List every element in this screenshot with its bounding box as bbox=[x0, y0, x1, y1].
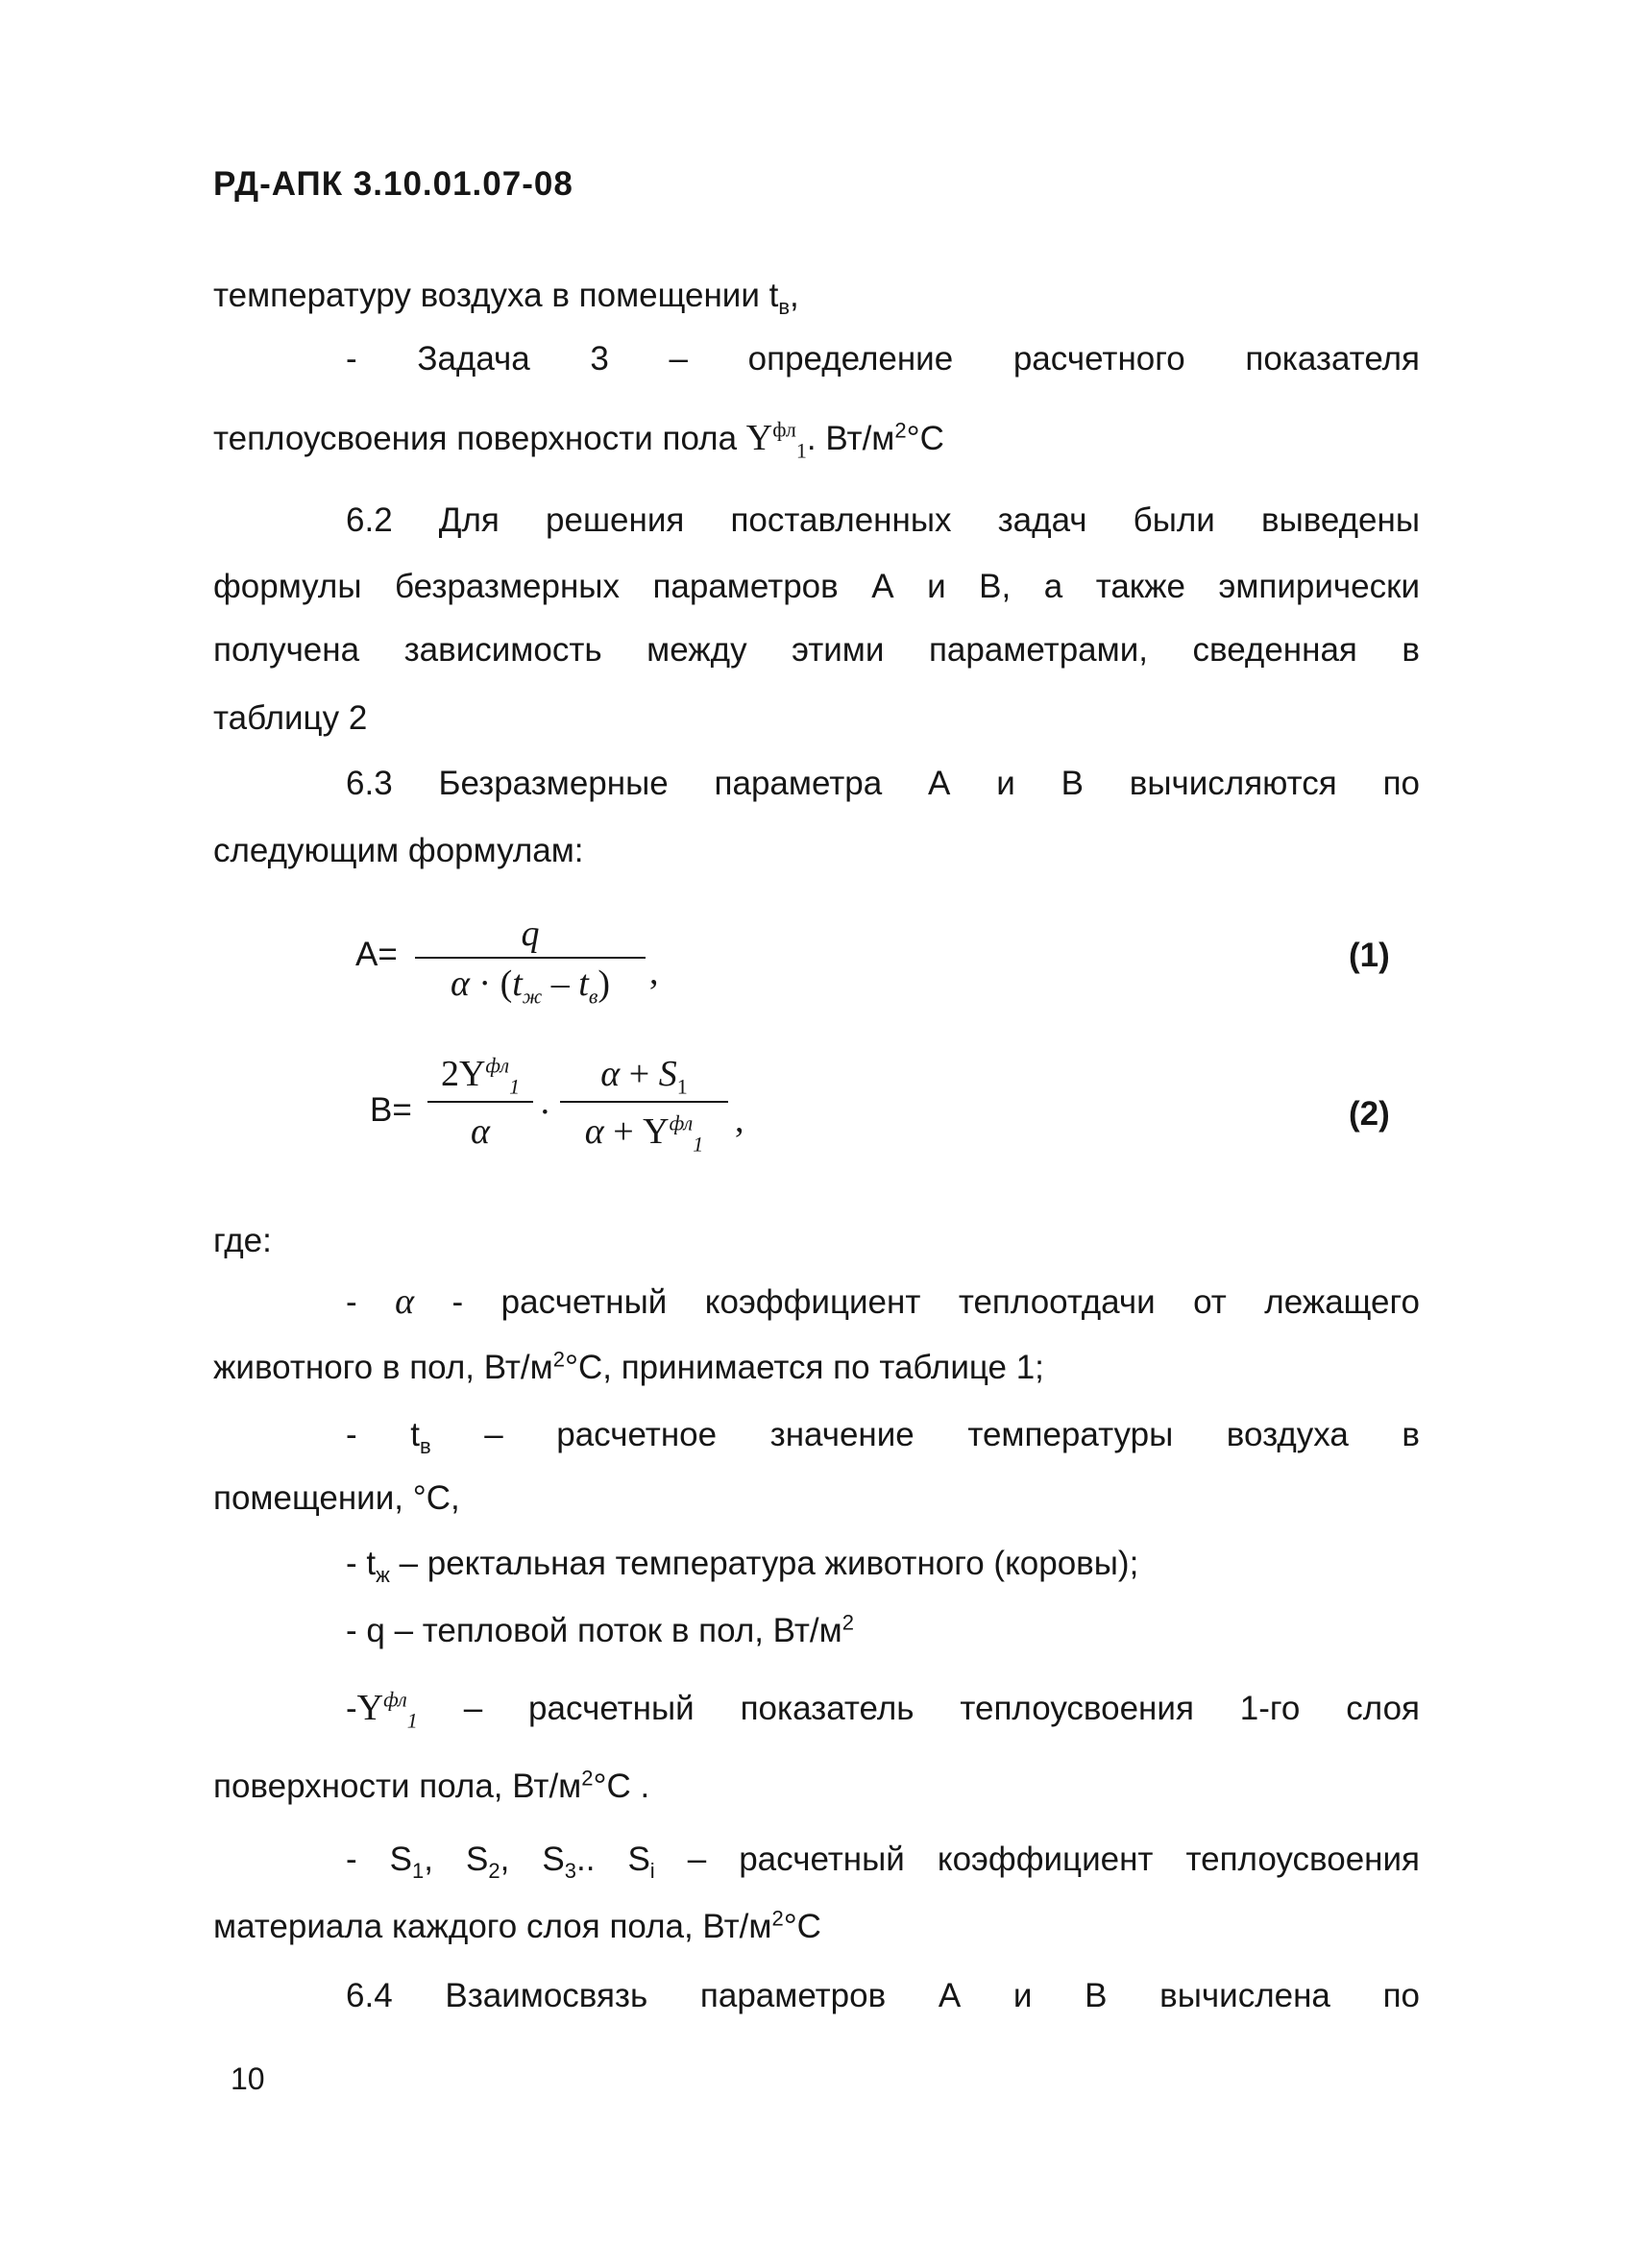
paragraph-line: 6.2 Для решения поставленных задач были выведены bbox=[346, 501, 1420, 539]
definition-line: животного в пол, $Вт/м^2^\circ С$, принимается по таблице 1; bbox=[213, 1347, 1044, 1386]
where-label: где: bbox=[213, 1222, 272, 1259]
text: теплоусвоения поверхности пола bbox=[213, 420, 738, 457]
paragraph-line bbox=[213, 275, 1420, 317]
definition-line: - q – тепловой поток в пол, $Вт/м^2$ bbox=[346, 1610, 854, 1649]
definition-line: - $t_ж$ – ректальная температура животного (коровы); bbox=[346, 1545, 1139, 1587]
alpha-symbol: α bbox=[395, 1281, 415, 1322]
equation-number-2: (2) bbox=[1349, 1095, 1390, 1133]
document-code-header: РД-АПК 3.10.01.07-08 bbox=[213, 165, 573, 203]
paragraph-line: формулы безразмерных параметров А и В, а также эмпирически bbox=[213, 568, 1420, 605]
formula-lhs: В= bbox=[370, 1091, 412, 1129]
paragraph-line: следующим формулам: bbox=[213, 832, 584, 869]
unit-text: . Вт/м bbox=[806, 420, 895, 457]
definition-line: - $S_1$, $S_2$, $S_3$.. $S_i$ – расчетный коэффициент теплоусвоения bbox=[346, 1841, 1420, 1883]
numerator: $2Y^{фл}_1$ bbox=[440, 1053, 521, 1099]
fraction bbox=[415, 913, 646, 1009]
fraction-right bbox=[560, 1053, 728, 1157]
y-symbol: $Y^{фл}_1$ bbox=[745, 417, 807, 463]
paragraph-line bbox=[213, 417, 1420, 463]
y-symbol: $Y^{фл}_1$ bbox=[356, 1687, 418, 1733]
denominator: $\alpha \cdot (t_ж - t_в)$ bbox=[415, 957, 646, 1005]
equation-number-1: (1) bbox=[1349, 937, 1390, 974]
unit-text: °С bbox=[906, 420, 944, 457]
paragraph-line: - Задача 3 – определение расчетного показателя bbox=[346, 340, 1420, 378]
definition-line: материала каждого слоя пола, $Вт/м^2^\circ С$ bbox=[213, 1906, 821, 1945]
definition-line: - $t_в$ – расчетное значение температуры воздуха в bbox=[346, 1416, 1420, 1458]
page-number: 10 bbox=[231, 2061, 265, 2096]
text: температуру воздуха в помещении t bbox=[213, 277, 779, 314]
definition-line: - α - расчетный коэффициент теплоотдачи от лежащего bbox=[346, 1281, 1420, 1322]
multiplication-dot: · bbox=[539, 1092, 551, 1133]
definition-line: поверхности пола, $Вт/м^2^\circ С$ . bbox=[213, 1766, 650, 1805]
formula-comma: , bbox=[735, 1100, 744, 1140]
superscript: 2 bbox=[894, 418, 907, 443]
formula-comma: , bbox=[649, 952, 659, 992]
paragraph-line: получена зависимость между этими параметрами, сведенная в bbox=[213, 631, 1420, 669]
fraction-left bbox=[427, 1053, 533, 1153]
paragraph-line: 6.3 Безразмерные параметра А и В вычисляются по bbox=[346, 765, 1420, 802]
denominator: $\alpha + Y^{фл}_1$ bbox=[560, 1101, 728, 1153]
formula-lhs: А= bbox=[355, 936, 398, 973]
formula-1 bbox=[355, 913, 663, 1018]
formula-2 bbox=[370, 1053, 773, 1183]
definition-line: $-Y^{фл}_1$ – расчетный показатель теплоусвоения 1-го слоя bbox=[346, 1687, 1420, 1733]
numerator: q bbox=[521, 914, 540, 954]
subscript: в bbox=[778, 295, 791, 319]
numerator: $\alpha + S_1$ bbox=[600, 1054, 688, 1099]
text: , bbox=[790, 277, 799, 314]
paragraph-line: таблицу 2 bbox=[213, 699, 368, 737]
denominator: α bbox=[427, 1101, 533, 1153]
definition-line: помещении, °С, bbox=[213, 1479, 460, 1517]
paragraph-line: 6.4 Взаимосвязь параметров А и В вычислена по bbox=[346, 1977, 1420, 2014]
